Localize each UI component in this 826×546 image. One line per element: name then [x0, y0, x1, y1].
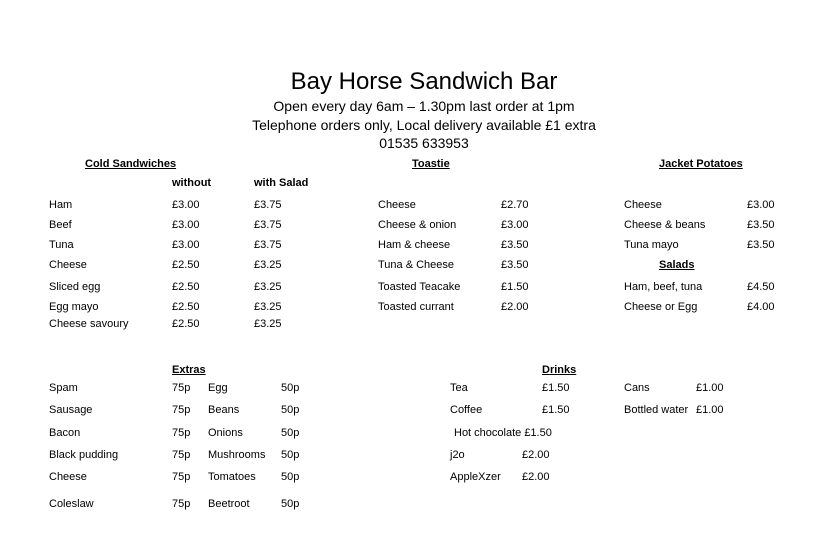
- item-price-with-salad: £3.75: [254, 219, 282, 231]
- item-name: Toasted currant: [378, 301, 454, 313]
- item-price: £3.00: [501, 219, 529, 231]
- item-name: Ham: [49, 199, 73, 211]
- item-name: Cheese: [378, 199, 416, 211]
- item-price-without: £2.50: [172, 259, 200, 271]
- col-header-with-salad: with Salad: [254, 177, 309, 189]
- item-name: Cheese savoury: [49, 318, 129, 330]
- item-name: Bottled water: [624, 404, 689, 416]
- item-name: Tuna mayo: [624, 239, 679, 251]
- item-name: Cans: [624, 382, 650, 394]
- item-price-without: £2.50: [172, 301, 200, 313]
- item-name: Cheese: [49, 259, 87, 271]
- item-price: £2.70: [501, 199, 529, 211]
- item-name: Ham, beef, tuna: [624, 281, 703, 293]
- item-price: £2.00: [501, 301, 529, 313]
- item-name: Mushrooms: [208, 449, 266, 461]
- item-name: Coleslaw: [49, 498, 94, 510]
- jacket-potatoes-heading: Jacket Potatoes: [659, 158, 743, 170]
- item-price: £3.50: [747, 219, 775, 231]
- item-name: Spam: [49, 382, 78, 394]
- item-name: Beans: [208, 404, 240, 416]
- item-name: Beetroot: [208, 498, 250, 510]
- item-price: £3.50: [501, 239, 529, 251]
- item-price: 50p: [281, 449, 300, 461]
- item-name: Egg: [208, 382, 228, 394]
- item-price-with-salad: £3.25: [254, 281, 282, 293]
- item-price: 75p: [172, 471, 191, 483]
- item-name: Cheese or Egg: [624, 301, 698, 313]
- item-price-without: £2.50: [172, 318, 200, 330]
- item-price: 75p: [172, 449, 191, 461]
- item-price: £2.00: [522, 449, 550, 461]
- item-price: 75p: [172, 498, 191, 510]
- item-name: Sausage: [49, 404, 93, 416]
- item-price: £1.50: [542, 382, 570, 394]
- item-price-with-salad: £3.25: [254, 259, 282, 271]
- extras-heading: Extras: [172, 364, 206, 376]
- item-price: 50p: [281, 471, 300, 483]
- item-price: 50p: [281, 382, 300, 394]
- item-price: £3.50: [747, 239, 775, 251]
- item-price-without: £3.00: [172, 219, 200, 231]
- item-name: Tuna & Cheese: [378, 259, 455, 271]
- item-price-with-salad: £3.25: [254, 318, 282, 330]
- item-name: Tea: [450, 382, 468, 394]
- item-name: j2o: [450, 449, 465, 461]
- toastie-heading: Toastie: [412, 158, 450, 170]
- cold-sandwiches-heading: Cold Sandwiches: [85, 158, 177, 170]
- item-name: Cheese & onion: [378, 219, 457, 231]
- item-price-without: £3.00: [172, 239, 200, 251]
- item-name: Toasted Teacake: [378, 281, 461, 293]
- phone-number: 01535 633953: [379, 135, 469, 151]
- item-price-with-salad: £3.75: [254, 239, 282, 251]
- item-name: Ham & cheese: [378, 239, 451, 251]
- item-name: Bacon: [49, 427, 81, 439]
- item-price: £1.50: [501, 281, 529, 293]
- item-name: Tomatoes: [208, 471, 256, 483]
- page-title: Bay Horse Sandwich Bar: [290, 68, 558, 95]
- item-name: AppleXzer: [450, 471, 501, 483]
- item-price: 50p: [281, 498, 300, 510]
- opening-hours-line: Open every day 6am – 1.30pm last order at 1pm: [273, 98, 575, 114]
- item-price: £4.50: [747, 281, 775, 293]
- item-price-without: £2.50: [172, 281, 200, 293]
- item-name: Hot chocolate £1.50: [454, 427, 552, 439]
- item-price-with-salad: £3.25: [254, 301, 282, 313]
- drinks-heading: Drinks: [542, 364, 577, 376]
- item-name: Cheese: [624, 199, 662, 211]
- item-name: Cheese: [49, 471, 87, 483]
- item-price: £4.00: [747, 301, 775, 313]
- item-name: Coffee: [450, 404, 483, 416]
- item-name: Cheese & beans: [624, 219, 706, 231]
- item-price: 75p: [172, 427, 191, 439]
- item-price: £1.00: [696, 382, 724, 394]
- item-price: £3.00: [747, 199, 775, 211]
- item-price: £1.50: [542, 404, 570, 416]
- item-name: Tuna: [49, 239, 74, 251]
- delivery-info-line: Telephone orders only, Local delivery available £1 extra: [252, 117, 596, 133]
- item-price: 50p: [281, 404, 300, 416]
- item-price: 75p: [172, 404, 191, 416]
- item-name: Egg mayo: [49, 301, 99, 313]
- item-price: 50p: [281, 427, 300, 439]
- item-price-without: £3.00: [172, 199, 200, 211]
- item-name: Sliced egg: [49, 281, 101, 293]
- salads-heading: Salads: [659, 259, 695, 271]
- item-name: Black pudding: [49, 449, 119, 461]
- col-header-without: without: [172, 177, 212, 189]
- item-price: 75p: [172, 382, 191, 394]
- item-name: Beef: [49, 219, 72, 231]
- item-price-with-salad: £3.75: [254, 199, 282, 211]
- item-price: £3.50: [501, 259, 529, 271]
- item-price: £2.00: [522, 471, 550, 483]
- item-price: £1.00: [696, 404, 724, 416]
- item-name: Onions: [208, 427, 243, 439]
